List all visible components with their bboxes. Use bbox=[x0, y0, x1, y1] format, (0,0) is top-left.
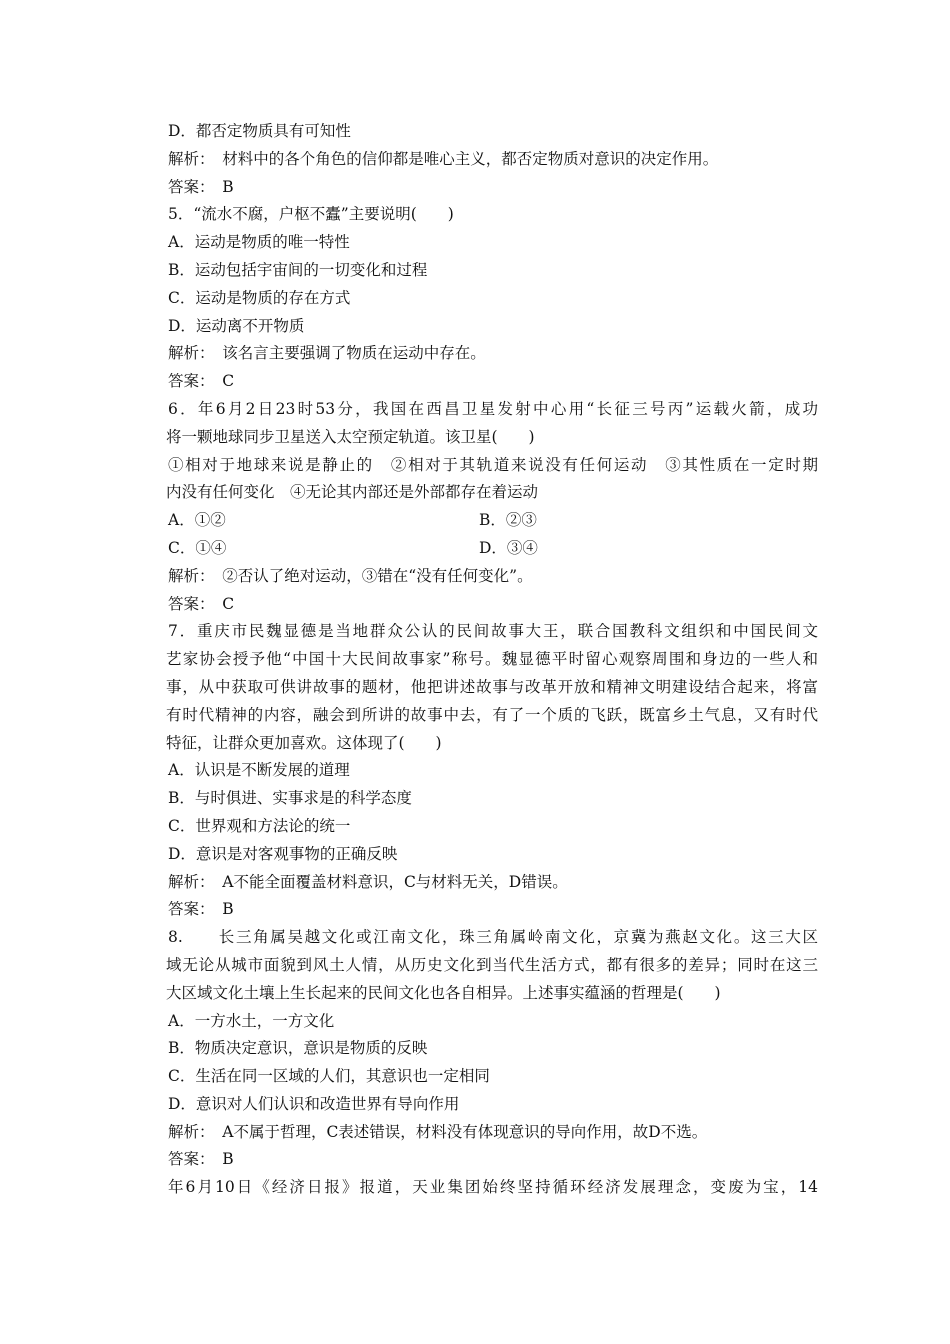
option-c-q6: C．①④ bbox=[168, 538, 227, 557]
question-6-line-1: 6．年6月2日23时53分，我国在西昌卫星发射中心用“长征三号丙”运载火箭，成功 bbox=[168, 399, 818, 418]
analysis-q8: 解析： A不属于哲理，C表述错误，材料没有体现意识的导向作用，故D不选。 bbox=[168, 1122, 708, 1141]
question-6-line-2: 将一颗地球同步卫星送入太空预定轨道。该卫星( ) bbox=[166, 427, 535, 446]
option-c-q7: C．世界观和方法论的统一 bbox=[168, 816, 351, 835]
question-9-line-1: 年6月10日《经济日报》报道，天业集团始终坚持循环经济发展理念，变废为宝，14 bbox=[168, 1178, 818, 1197]
question-7-line-5: 特征，让群众更加喜欢。这体现了( ) bbox=[166, 733, 442, 752]
question-5: 5．“流水不腐，户枢不蠹”主要说明( ) bbox=[168, 205, 454, 224]
option-c-q8: C．生活在同一区域的人们，其意识也一定相同 bbox=[168, 1067, 490, 1086]
answer-q4: 答案： B bbox=[168, 177, 234, 196]
analysis-q6: 解析： ②否认了绝对运动，③错在“没有任何变化”。 bbox=[168, 566, 533, 585]
options-row-1-q6 bbox=[168, 507, 818, 535]
answer-q5: 答案： C bbox=[168, 372, 235, 391]
option-d-q5: D．运动离不开物质 bbox=[168, 316, 305, 335]
option-a-q8: A．一方水土，一方文化 bbox=[168, 1011, 335, 1030]
question-8-line-3: 大区域文化土壤上生长起来的民间文化也各自相异。上述事实蕴涵的哲理是( ) bbox=[166, 983, 721, 1002]
answer-q8: 答案： B bbox=[168, 1150, 234, 1169]
document-body bbox=[168, 118, 818, 1202]
option-d-q8: D．意识对人们认识和改造世界有导向作用 bbox=[168, 1094, 460, 1113]
option-d-q6: D．③④ bbox=[479, 538, 538, 557]
answer-q6: 答案： C bbox=[168, 594, 235, 613]
options-row-2-q6 bbox=[168, 535, 818, 563]
option-a-q7: A．认识是不断发展的道理 bbox=[168, 761, 350, 780]
question-7-line-4: 有时代精神的内容，融会到所讲的故事中去，有了一个质的飞跃，既富乡土气息，又有时代 bbox=[166, 705, 818, 724]
option-b-q8: B．物质决定意识，意识是物质的反映 bbox=[168, 1039, 428, 1058]
option-b-q7: B．与时俱进、实事求是的科学态度 bbox=[168, 789, 412, 808]
analysis-q7: 解析： A不能全面覆盖材料意识，C与材料无关，D错误。 bbox=[168, 872, 568, 891]
option-d-q4: D．都否定物质具有可知性 bbox=[168, 122, 351, 140]
answer-q7: 答案： B bbox=[168, 900, 234, 919]
question-7-line-1: 7．重庆市民魏显德是当地群众公认的民间故事大王，联合国教科文组织和中国民间文 bbox=[168, 622, 818, 641]
question-7-line-3: 事，从中获取可供讲故事的题材，他把讲述故事与改革开放和精神文明建设结合起来，将富 bbox=[166, 677, 818, 696]
option-d-q7: D．意识是对客观事物的正确反映 bbox=[168, 844, 398, 863]
question-7-line-2: 艺家协会授予他“中国十大民间故事家”称号。魏显德平时留心观察周围和身边的一些人和 bbox=[166, 650, 818, 669]
question-6-statements-line-1: ①相对于地球来说是静止的 ②相对于其轨道来说没有任何运动 ③其性质在一定时期 bbox=[168, 455, 818, 474]
option-c-q5: C．运动是物质的存在方式 bbox=[168, 288, 351, 307]
option-b-q6: B．②③ bbox=[479, 511, 537, 530]
analysis-q5: 解析： 该名言主要强调了物质在运动中存在。 bbox=[168, 344, 486, 363]
option-b-q5: B．运动包括宇宙间的一切变化和过程 bbox=[168, 260, 428, 279]
question-6-statements-line-2: 内没有任何变化 ④无论其内部还是外部都存在着运动 bbox=[166, 483, 539, 502]
question-8-line-2: 域无论从城市面貌到风土人情，从历史文化到当代生活方式，都有很多的差异；同时在这三 bbox=[166, 955, 818, 974]
option-a-q6: A．①② bbox=[168, 511, 226, 530]
question-8-line-1: 8. 长三角属吴越文化或江南文化，珠三角属岭南文化，京冀为燕赵文化。这三大区 bbox=[168, 928, 818, 947]
analysis-q4: 解析： 材料中的各个角色的信仰都是唯心主义，都否定物质对意识的决定作用。 bbox=[168, 149, 719, 168]
option-a-q5: A．运动是物质的唯一特性 bbox=[168, 233, 350, 252]
